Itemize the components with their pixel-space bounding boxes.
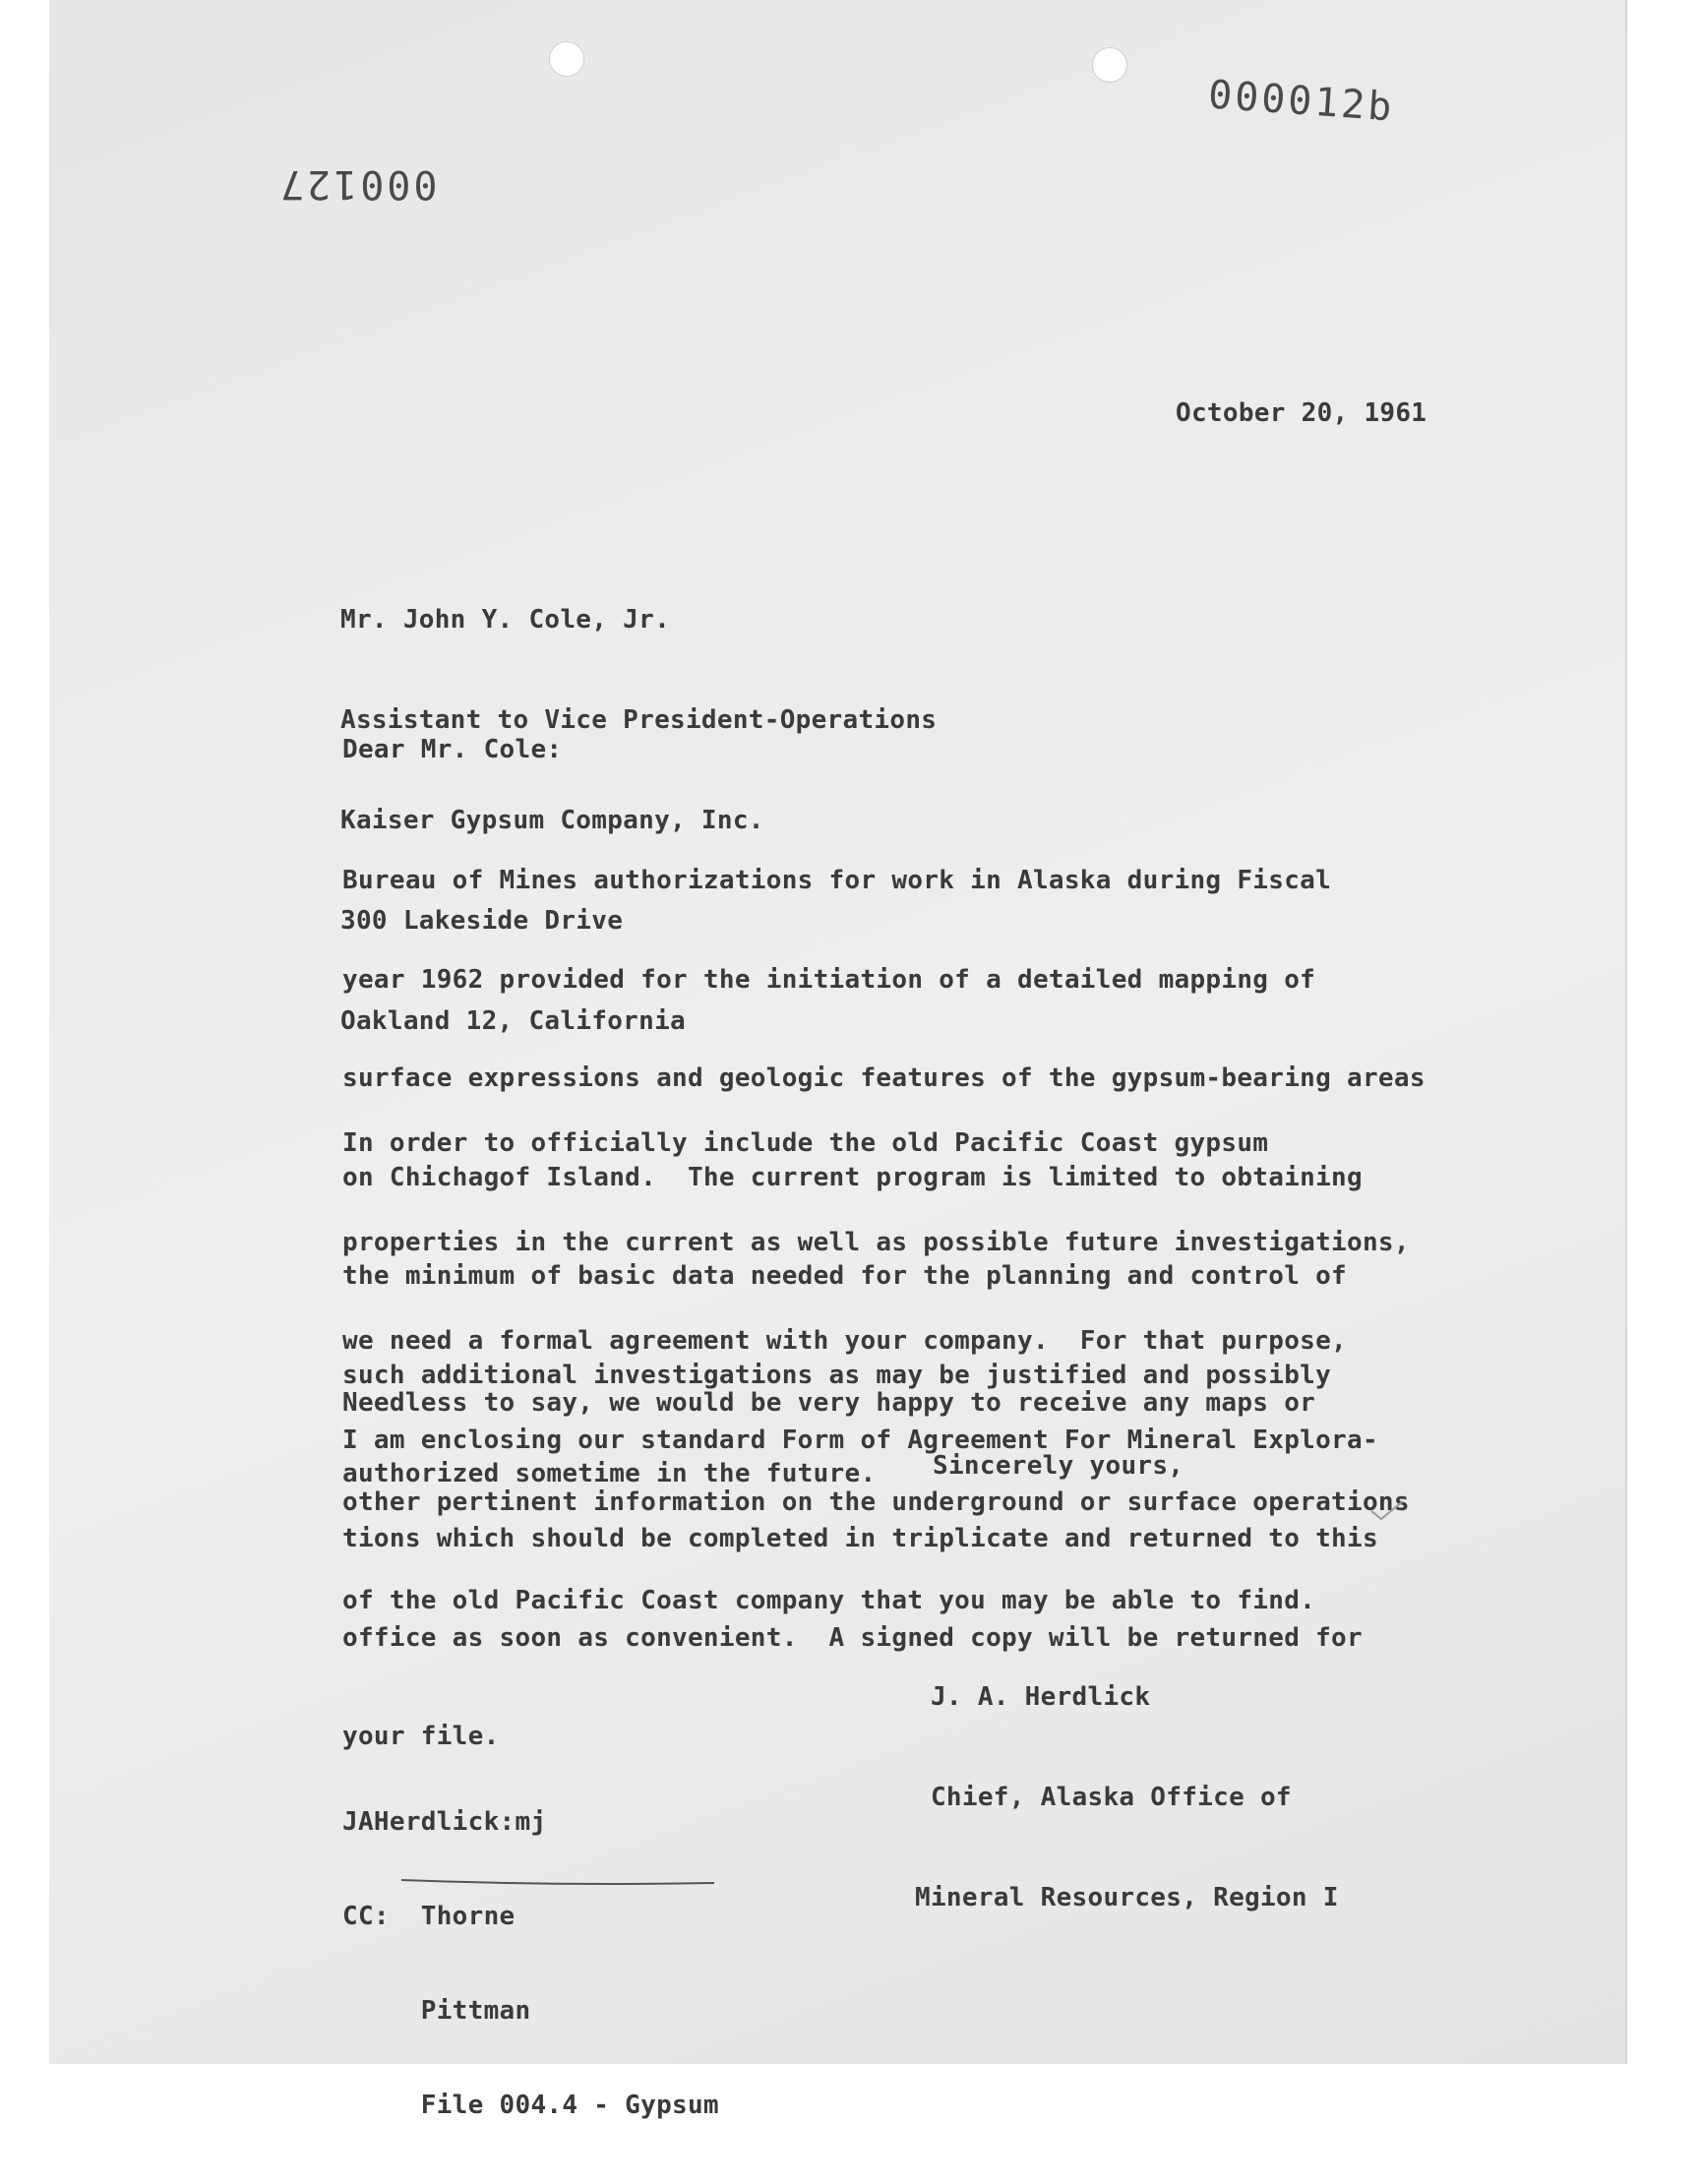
paragraph-line: properties in the current as well as possible future investigations, xyxy=(342,1227,1410,1257)
paragraph-line: tions which should be completed in triplicate and returned to this xyxy=(342,1524,1378,1553)
reference-line: File 004.4 - Gypsum xyxy=(342,2091,719,2120)
signature-line: J. A. Herdlick xyxy=(915,1682,1151,1712)
paragraph-line: of the old Pacific Coast company that you may be able to find. xyxy=(342,1586,1316,1615)
paragraph-line: your file. xyxy=(342,1722,500,1751)
paragraph-line: on Chichagof Island. The current program is limited to obtaining xyxy=(342,1162,1363,1192)
salutation: Dear Mr. Cole: xyxy=(342,735,563,764)
signature-line: Mineral Resources, Region I xyxy=(915,1883,1339,1912)
reference-block xyxy=(342,1743,719,2184)
paragraph-line: authorized sometime in the future. xyxy=(342,1459,877,1488)
document-number-stamp: 000012b xyxy=(1206,72,1396,131)
paragraph-line: Bureau of Mines authorizations for work in Alaska during Fiscal xyxy=(342,866,1332,895)
paragraph-line: other pertinent information on the underground or surface operations xyxy=(342,1486,1410,1517)
complimentary-closing: Sincerely yours, xyxy=(933,1451,1184,1481)
paragraph-line: In order to officially include the old Pacific Coast gypsum xyxy=(342,1128,1269,1158)
pen-underline-mark xyxy=(399,1877,716,1887)
punch-hole-right xyxy=(1092,47,1127,83)
address-line: 300 Lakeside Drive xyxy=(340,906,624,936)
signature-line: Chief, Alaska Office of xyxy=(915,1783,1292,1812)
address-line: Oakland 12, California xyxy=(340,1006,686,1036)
address-line: Kaiser Gypsum Company, Inc. xyxy=(340,806,764,835)
paragraph-line: Needless to say, we would be very happy to receive any maps or xyxy=(342,1388,1316,1418)
letter-page xyxy=(49,0,1625,2120)
address-line: Mr. John Y. Cole, Jr. xyxy=(340,605,671,635)
paragraph-line: we need a formal agreement with your company. For that purpose, xyxy=(342,1326,1348,1356)
paragraph-line: the minimum of basic data needed for the planning and control of xyxy=(342,1261,1348,1291)
paragraph-line: surface expressions and geologic features of the gypsum-bearing areas xyxy=(342,1063,1426,1093)
signature-block xyxy=(915,1613,1339,1981)
punch-hole-left xyxy=(549,41,584,77)
reference-line: JAHerdlick:mj xyxy=(342,1807,547,1837)
reference-line: Pittman xyxy=(342,1996,531,2026)
document-number-stamp-inverted: 000127 xyxy=(277,161,438,207)
paragraph-line: year 1962 provided for the initiation of a detailed mapping of xyxy=(342,964,1316,995)
paragraph-line: such additional investigations as may be justified and possibly xyxy=(342,1360,1332,1390)
pen-tick-mark xyxy=(1367,1497,1407,1527)
letter-date: October 20, 1961 xyxy=(1176,398,1427,428)
reference-line: CC: Thorne xyxy=(342,1902,516,1931)
paragraph-line: office as soon as convenient. A signed copy will be returned for xyxy=(342,1622,1363,1653)
address-line: Assistant to Vice President-Operations xyxy=(340,705,938,735)
paragraph-line: I am enclosing our standard Form of Agreement For Mineral Explora- xyxy=(342,1425,1378,1455)
